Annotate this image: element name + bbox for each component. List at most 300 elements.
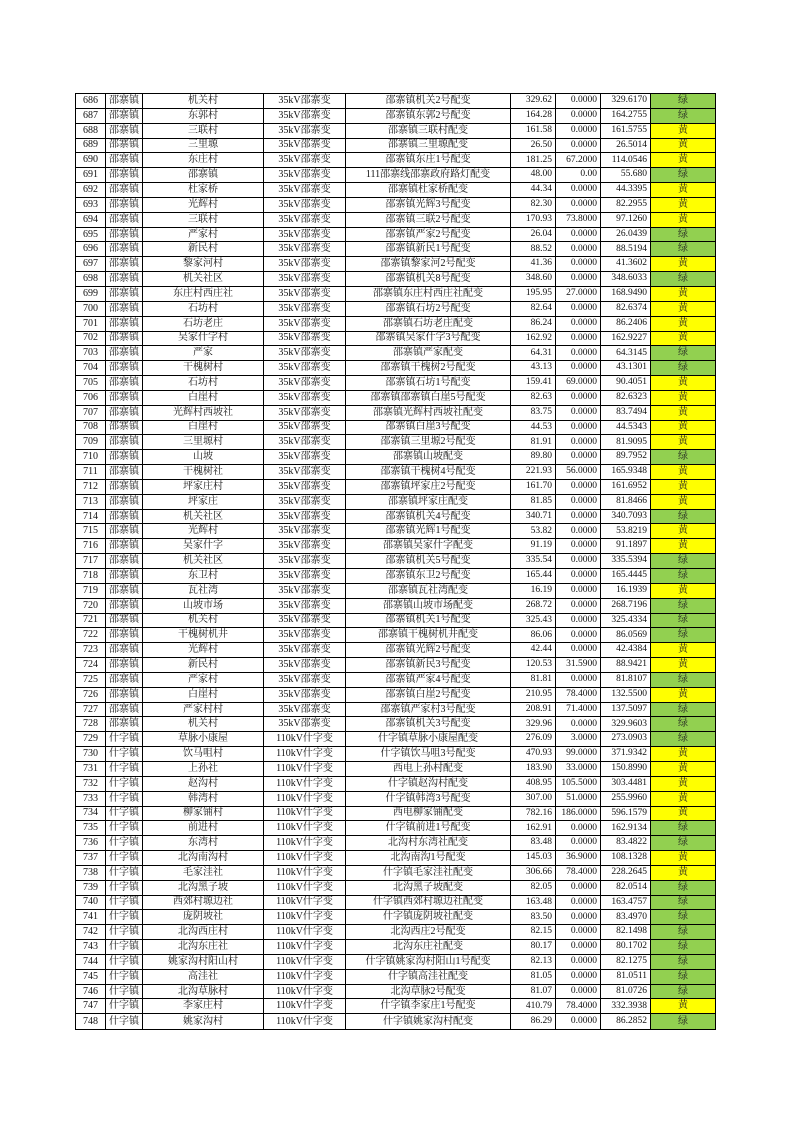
- status-badge: 黄: [651, 376, 716, 391]
- cell-town: 邵寨镇: [106, 138, 143, 153]
- cell-transformer: 邵寨镇东郭2号配变: [346, 108, 511, 123]
- table-row: [76, 108, 716, 123]
- table-row: [76, 123, 716, 138]
- cell-value-1: 26.04: [511, 227, 556, 242]
- status-badge: 绿: [651, 227, 716, 242]
- table-row: [76, 836, 716, 851]
- cell-substation: 35kV邵寨变: [264, 301, 346, 316]
- status-badge: 绿: [651, 910, 716, 925]
- cell-row-number: 725: [76, 672, 106, 687]
- table-row: [76, 301, 716, 316]
- cell-value-1: 81.05: [511, 969, 556, 984]
- cell-transformer: 什字镇姚家沟村阳山1号配变: [346, 954, 511, 969]
- cell-value-1: 44.53: [511, 420, 556, 435]
- table-row: [76, 598, 716, 613]
- cell-value-2: 0.0000: [556, 613, 601, 628]
- cell-value-1: 410.79: [511, 999, 556, 1014]
- cell-value-3: 161.6952: [601, 479, 651, 494]
- cell-value-2: 51.0000: [556, 791, 601, 806]
- cell-substation: 110kV什字变: [264, 732, 346, 747]
- status-badge: 绿: [651, 836, 716, 851]
- cell-row-number: 724: [76, 658, 106, 673]
- table-row: [76, 1014, 716, 1030]
- cell-town: 邵寨镇: [106, 539, 143, 554]
- cell-village: 白崖村: [143, 420, 264, 435]
- cell-value-2: 0.0000: [556, 272, 601, 287]
- cell-value-1: 82.13: [511, 954, 556, 969]
- cell-transformer: 北沟村东湾社配变: [346, 836, 511, 851]
- table-row: [76, 569, 716, 584]
- cell-substation: 35kV邵寨变: [264, 509, 346, 524]
- cell-substation: 35kV邵寨变: [264, 212, 346, 227]
- cell-row-number: 727: [76, 702, 106, 717]
- cell-value-1: 82.15: [511, 925, 556, 940]
- cell-substation: 110kV什字变: [264, 984, 346, 999]
- table-row: [76, 242, 716, 257]
- cell-village: 东卫村: [143, 569, 264, 584]
- cell-value-3: 137.5097: [601, 702, 651, 717]
- cell-village: 石坊村: [143, 301, 264, 316]
- cell-transformer: 邵寨镇东卫2号配变: [346, 569, 511, 584]
- cell-substation: 110kV什字变: [264, 747, 346, 762]
- cell-row-number: 689: [76, 138, 106, 153]
- cell-transformer: 邵寨镇吴家什字配变: [346, 539, 511, 554]
- table-row: [76, 509, 716, 524]
- cell-village: 毛家洼社: [143, 865, 264, 880]
- status-badge: 黄: [651, 183, 716, 198]
- cell-value-3: 329.9603: [601, 717, 651, 732]
- cell-village: 干槐树机井: [143, 628, 264, 643]
- cell-substation: 35kV邵寨变: [264, 598, 346, 613]
- cell-village: 东郭村: [143, 108, 264, 123]
- cell-transformer: 什字镇草脉小康屋配变: [346, 732, 511, 747]
- cell-value-2: 0.0000: [556, 123, 601, 138]
- cell-value-2: 0.0000: [556, 554, 601, 569]
- cell-value-3: 86.2852: [601, 1014, 651, 1030]
- cell-value-2: 0.0000: [556, 242, 601, 257]
- cell-substation: 110kV什字变: [264, 791, 346, 806]
- cell-substation: 35kV邵寨变: [264, 687, 346, 702]
- cell-village: 严家: [143, 346, 264, 361]
- cell-value-1: 329.96: [511, 717, 556, 732]
- cell-value-2: 186.0000: [556, 806, 601, 821]
- cell-value-1: 163.48: [511, 895, 556, 910]
- table-row: [76, 791, 716, 806]
- table-row: [76, 643, 716, 658]
- table-row: [76, 465, 716, 480]
- table-row: [76, 821, 716, 836]
- cell-value-2: 0.0000: [556, 940, 601, 955]
- cell-value-2: 78.4000: [556, 687, 601, 702]
- cell-value-3: 163.4757: [601, 895, 651, 910]
- cell-transformer: 邵寨镇干槐树机井配变: [346, 628, 511, 643]
- cell-row-number: 733: [76, 791, 106, 806]
- cell-village: 东庄村西庄社: [143, 286, 264, 301]
- status-badge: 黄: [651, 494, 716, 509]
- status-badge: 黄: [651, 806, 716, 821]
- cell-value-3: 44.3395: [601, 183, 651, 198]
- cell-value-3: 81.0726: [601, 984, 651, 999]
- cell-substation: 35kV邵寨变: [264, 153, 346, 168]
- cell-value-3: 165.9348: [601, 465, 651, 480]
- cell-village: 坪家庄村: [143, 479, 264, 494]
- cell-town: 什字镇: [106, 821, 143, 836]
- cell-row-number: 694: [76, 212, 106, 227]
- cell-transformer: 邵寨镇黎家河2号配变: [346, 257, 511, 272]
- cell-transformer: 邵寨镇机关5号配变: [346, 554, 511, 569]
- table-row: [76, 672, 716, 687]
- cell-row-number: 746: [76, 984, 106, 999]
- cell-substation: 35kV邵寨变: [264, 286, 346, 301]
- cell-town: 邵寨镇: [106, 183, 143, 198]
- cell-value-2: 0.0000: [556, 479, 601, 494]
- table-row: [76, 361, 716, 376]
- cell-row-number: 729: [76, 732, 106, 747]
- cell-substation: 35kV邵寨变: [264, 672, 346, 687]
- cell-value-2: 0.0000: [556, 969, 601, 984]
- cell-row-number: 718: [76, 569, 106, 584]
- table-row: [76, 761, 716, 776]
- cell-value-1: 170.93: [511, 212, 556, 227]
- cell-village: 吴家什字村: [143, 331, 264, 346]
- table-row: [76, 524, 716, 539]
- cell-town: 什字镇: [106, 954, 143, 969]
- cell-town: 什字镇: [106, 984, 143, 999]
- cell-town: 邵寨镇: [106, 331, 143, 346]
- cell-value-2: 105.5000: [556, 776, 601, 791]
- status-badge: 黄: [651, 316, 716, 331]
- cell-value-2: 0.0000: [556, 420, 601, 435]
- cell-substation: 35kV邵寨变: [264, 539, 346, 554]
- cell-village: 新民村: [143, 658, 264, 673]
- cell-village: 北沟黑子坡: [143, 880, 264, 895]
- cell-value-2: 78.4000: [556, 865, 601, 880]
- cell-village: 光辉村: [143, 643, 264, 658]
- cell-value-1: 210.95: [511, 687, 556, 702]
- table-row: [76, 138, 716, 153]
- cell-row-number: 748: [76, 1014, 106, 1030]
- status-badge: 绿: [651, 450, 716, 465]
- cell-transformer: 什字镇李家庄1号配变: [346, 999, 511, 1014]
- status-badge: 绿: [651, 954, 716, 969]
- cell-village: 新民村: [143, 242, 264, 257]
- cell-village: 前进村: [143, 821, 264, 836]
- cell-value-1: 81.91: [511, 435, 556, 450]
- cell-substation: 35kV邵寨变: [264, 658, 346, 673]
- cell-transformer: 邵寨镇机关4号配变: [346, 509, 511, 524]
- cell-village: 干槐树社: [143, 465, 264, 480]
- cell-row-number: 705: [76, 376, 106, 391]
- cell-transformer: 邵寨镇山坡市场配变: [346, 598, 511, 613]
- cell-substation: 35kV邵寨变: [264, 94, 346, 109]
- cell-substation: 35kV邵寨变: [264, 257, 346, 272]
- cell-town: 邵寨镇: [106, 272, 143, 287]
- cell-value-3: 83.7494: [601, 405, 651, 420]
- cell-town: 什字镇: [106, 925, 143, 940]
- cell-transformer: 邵寨镇瓦社湾配变: [346, 583, 511, 598]
- cell-village: 瓦社湾: [143, 583, 264, 598]
- cell-value-2: 36.9000: [556, 851, 601, 866]
- cell-town: 邵寨镇: [106, 286, 143, 301]
- table-row: [76, 880, 716, 895]
- table-row: [76, 628, 716, 643]
- cell-value-2: 0.0000: [556, 405, 601, 420]
- cell-row-number: 728: [76, 717, 106, 732]
- cell-village: 西郊村塬边社: [143, 895, 264, 910]
- cell-row-number: 736: [76, 836, 106, 851]
- cell-value-3: 26.0439: [601, 227, 651, 242]
- cell-substation: 110kV什字变: [264, 821, 346, 836]
- cell-value-3: 228.2645: [601, 865, 651, 880]
- cell-value-3: 88.5194: [601, 242, 651, 257]
- cell-village: 高洼社: [143, 969, 264, 984]
- cell-substation: 35kV邵寨变: [264, 420, 346, 435]
- cell-town: 邵寨镇: [106, 420, 143, 435]
- cell-transformer: 北沟草脉2号配变: [346, 984, 511, 999]
- cell-value-3: 82.1498: [601, 925, 651, 940]
- cell-village: 白崖村: [143, 390, 264, 405]
- cell-transformer: 邵寨镇山坡配变: [346, 450, 511, 465]
- cell-substation: 35kV邵寨变: [264, 450, 346, 465]
- cell-village: 严家村: [143, 672, 264, 687]
- cell-value-1: 195.95: [511, 286, 556, 301]
- cell-village: 赵沟村: [143, 776, 264, 791]
- cell-substation: 110kV什字变: [264, 895, 346, 910]
- cell-value-1: 306.66: [511, 865, 556, 880]
- cell-row-number: 744: [76, 954, 106, 969]
- cell-value-3: 82.0514: [601, 880, 651, 895]
- cell-value-3: 325.4334: [601, 613, 651, 628]
- cell-row-number: 708: [76, 420, 106, 435]
- table-row: [76, 687, 716, 702]
- cell-value-3: 168.9490: [601, 286, 651, 301]
- cell-value-2: 0.00: [556, 168, 601, 183]
- cell-value-3: 273.0903: [601, 732, 651, 747]
- cell-value-1: 165.44: [511, 569, 556, 584]
- cell-substation: 35kV邵寨变: [264, 702, 346, 717]
- cell-row-number: 692: [76, 183, 106, 198]
- status-badge: 黄: [651, 539, 716, 554]
- cell-village: 石坊老庄: [143, 316, 264, 331]
- cell-value-2: 0.0000: [556, 717, 601, 732]
- cell-town: 邵寨镇: [106, 494, 143, 509]
- cell-substation: 110kV什字变: [264, 954, 346, 969]
- cell-value-2: 0.0000: [556, 880, 601, 895]
- cell-substation: 35kV邵寨变: [264, 524, 346, 539]
- cell-value-1: 83.48: [511, 836, 556, 851]
- table-row: [76, 390, 716, 405]
- cell-value-3: 268.7196: [601, 598, 651, 613]
- cell-value-3: 82.1275: [601, 954, 651, 969]
- cell-town: 什字镇: [106, 836, 143, 851]
- cell-value-1: 161.70: [511, 479, 556, 494]
- status-badge: 黄: [651, 658, 716, 673]
- cell-value-1: 26.50: [511, 138, 556, 153]
- cell-value-2: 0.0000: [556, 524, 601, 539]
- cell-transformer: 北沟黑子坡配变: [346, 880, 511, 895]
- cell-value-3: 162.9227: [601, 331, 651, 346]
- cell-row-number: 715: [76, 524, 106, 539]
- table-row: [76, 613, 716, 628]
- cell-value-3: 332.3938: [601, 999, 651, 1014]
- cell-transformer: 邵寨镇光辉村西坡社配变: [346, 405, 511, 420]
- cell-transformer: 什字镇韩湾3号配变: [346, 791, 511, 806]
- cell-village: 草脉小康屋: [143, 732, 264, 747]
- cell-row-number: 699: [76, 286, 106, 301]
- cell-substation: 35kV邵寨变: [264, 272, 346, 287]
- cell-village: 山坡市场: [143, 598, 264, 613]
- cell-transformer: 邵寨镇三里塬2号配变: [346, 435, 511, 450]
- cell-village: 三联村: [143, 123, 264, 138]
- status-badge: 绿: [651, 702, 716, 717]
- table-row: [76, 851, 716, 866]
- cell-value-1: 86.06: [511, 628, 556, 643]
- cell-transformer: 邵寨镇新民1号配变: [346, 242, 511, 257]
- cell-value-3: 41.3602: [601, 257, 651, 272]
- cell-value-1: 208.91: [511, 702, 556, 717]
- status-badge: 绿: [651, 598, 716, 613]
- cell-value-2: 0.0000: [556, 361, 601, 376]
- table-row: [76, 969, 716, 984]
- cell-town: 什字镇: [106, 806, 143, 821]
- cell-value-2: 73.8000: [556, 212, 601, 227]
- cell-town: 邵寨镇: [106, 479, 143, 494]
- cell-transformer: 北沟南沟1号配变: [346, 851, 511, 866]
- cell-transformer: 邵寨镇干槐树2号配变: [346, 361, 511, 376]
- cell-substation: 35kV邵寨变: [264, 479, 346, 494]
- table-row: [76, 257, 716, 272]
- cell-substation: 110kV什字变: [264, 851, 346, 866]
- cell-row-number: 739: [76, 880, 106, 895]
- cell-town: 邵寨镇: [106, 702, 143, 717]
- table-row: [76, 940, 716, 955]
- cell-substation: 35kV邵寨变: [264, 613, 346, 628]
- cell-value-2: 0.0000: [556, 836, 601, 851]
- cell-value-3: 82.2955: [601, 197, 651, 212]
- table-row: [76, 776, 716, 791]
- status-badge: 黄: [651, 435, 716, 450]
- cell-transformer: 什字镇饮马咀3号配变: [346, 747, 511, 762]
- cell-value-3: 53.8219: [601, 524, 651, 539]
- cell-town: 邵寨镇: [106, 168, 143, 183]
- cell-substation: 110kV什字变: [264, 940, 346, 955]
- cell-transformer: 什字镇庞阴坡社配变: [346, 910, 511, 925]
- cell-village: 山坡: [143, 450, 264, 465]
- cell-value-3: 86.2406: [601, 316, 651, 331]
- cell-value-1: 86.24: [511, 316, 556, 331]
- cell-value-2: 99.0000: [556, 747, 601, 762]
- table-row: [76, 212, 716, 227]
- cell-substation: 35kV邵寨变: [264, 168, 346, 183]
- cell-value-1: 86.29: [511, 1014, 556, 1030]
- status-badge: 绿: [651, 168, 716, 183]
- cell-town: 邵寨镇: [106, 569, 143, 584]
- cell-village: 黎家河村: [143, 257, 264, 272]
- cell-value-1: 348.60: [511, 272, 556, 287]
- cell-transformer: 邵寨镇光辉1号配变: [346, 524, 511, 539]
- cell-substation: 35kV邵寨变: [264, 494, 346, 509]
- cell-value-2: 0.0000: [556, 598, 601, 613]
- cell-value-1: 161.58: [511, 123, 556, 138]
- cell-value-3: 108.1328: [601, 851, 651, 866]
- cell-village: 机关社区: [143, 272, 264, 287]
- cell-substation: 35kV邵寨变: [264, 227, 346, 242]
- table-body: [76, 94, 716, 1030]
- cell-value-3: 335.5394: [601, 554, 651, 569]
- cell-town: 邵寨镇: [106, 598, 143, 613]
- cell-substation: 35kV邵寨变: [264, 197, 346, 212]
- cell-town: 什字镇: [106, 776, 143, 791]
- cell-value-3: 150.8990: [601, 761, 651, 776]
- cell-value-2: 0.0000: [556, 331, 601, 346]
- cell-row-number: 747: [76, 999, 106, 1014]
- cell-value-1: 16.19: [511, 583, 556, 598]
- status-badge: 绿: [651, 94, 716, 109]
- cell-value-3: 114.0546: [601, 153, 651, 168]
- cell-transformer: 邵寨镇三联2号配变: [346, 212, 511, 227]
- cell-village: 严家村: [143, 227, 264, 242]
- cell-row-number: 698: [76, 272, 106, 287]
- cell-value-1: 162.92: [511, 331, 556, 346]
- status-badge: 绿: [651, 613, 716, 628]
- status-badge: 黄: [651, 123, 716, 138]
- cell-village: 干槐树村: [143, 361, 264, 376]
- cell-transformer: 什字镇前进1号配变: [346, 821, 511, 836]
- cell-village: 杜家桥: [143, 183, 264, 198]
- status-badge: 绿: [651, 732, 716, 747]
- cell-town: 什字镇: [106, 747, 143, 762]
- status-badge: 黄: [651, 791, 716, 806]
- cell-row-number: 704: [76, 361, 106, 376]
- cell-value-2: 0.0000: [556, 94, 601, 109]
- cell-transformer: 什字镇西郊村塬边社配变: [346, 895, 511, 910]
- status-badge: 黄: [651, 465, 716, 480]
- cell-value-2: 0.0000: [556, 108, 601, 123]
- status-badge: 黄: [651, 212, 716, 227]
- table-row: [76, 94, 716, 109]
- cell-town: 邵寨镇: [106, 613, 143, 628]
- cell-value-1: 162.91: [511, 821, 556, 836]
- table-row: [76, 494, 716, 509]
- cell-village: 东湾村: [143, 836, 264, 851]
- cell-value-2: 0.0000: [556, 227, 601, 242]
- cell-substation: 110kV什字变: [264, 925, 346, 940]
- cell-transformer: 邵寨镇干槐树4号配变: [346, 465, 511, 480]
- cell-village: 严家村村: [143, 702, 264, 717]
- cell-substation: 35kV邵寨变: [264, 643, 346, 658]
- cell-substation: 35kV邵寨变: [264, 316, 346, 331]
- cell-row-number: 714: [76, 509, 106, 524]
- cell-substation: 110kV什字变: [264, 880, 346, 895]
- cell-transformer: 邵寨镇新民3号配变: [346, 658, 511, 673]
- cell-transformer: 什字镇赵沟村配变: [346, 776, 511, 791]
- cell-town: 邵寨镇: [106, 509, 143, 524]
- cell-substation: 35kV邵寨变: [264, 123, 346, 138]
- cell-row-number: 732: [76, 776, 106, 791]
- cell-village: 柳家铺村: [143, 806, 264, 821]
- cell-row-number: 720: [76, 598, 106, 613]
- status-badge: 黄: [651, 390, 716, 405]
- cell-transformer: 邵寨镇白崖3号配变: [346, 420, 511, 435]
- status-badge: 黄: [651, 153, 716, 168]
- cell-substation: 35kV邵寨变: [264, 331, 346, 346]
- cell-substation: 35kV邵寨变: [264, 569, 346, 584]
- status-badge: 绿: [651, 940, 716, 955]
- cell-transformer: 西电柳家铺配变: [346, 806, 511, 821]
- cell-village: 三联村: [143, 212, 264, 227]
- cell-substation: 110kV什字变: [264, 761, 346, 776]
- cell-value-1: 81.85: [511, 494, 556, 509]
